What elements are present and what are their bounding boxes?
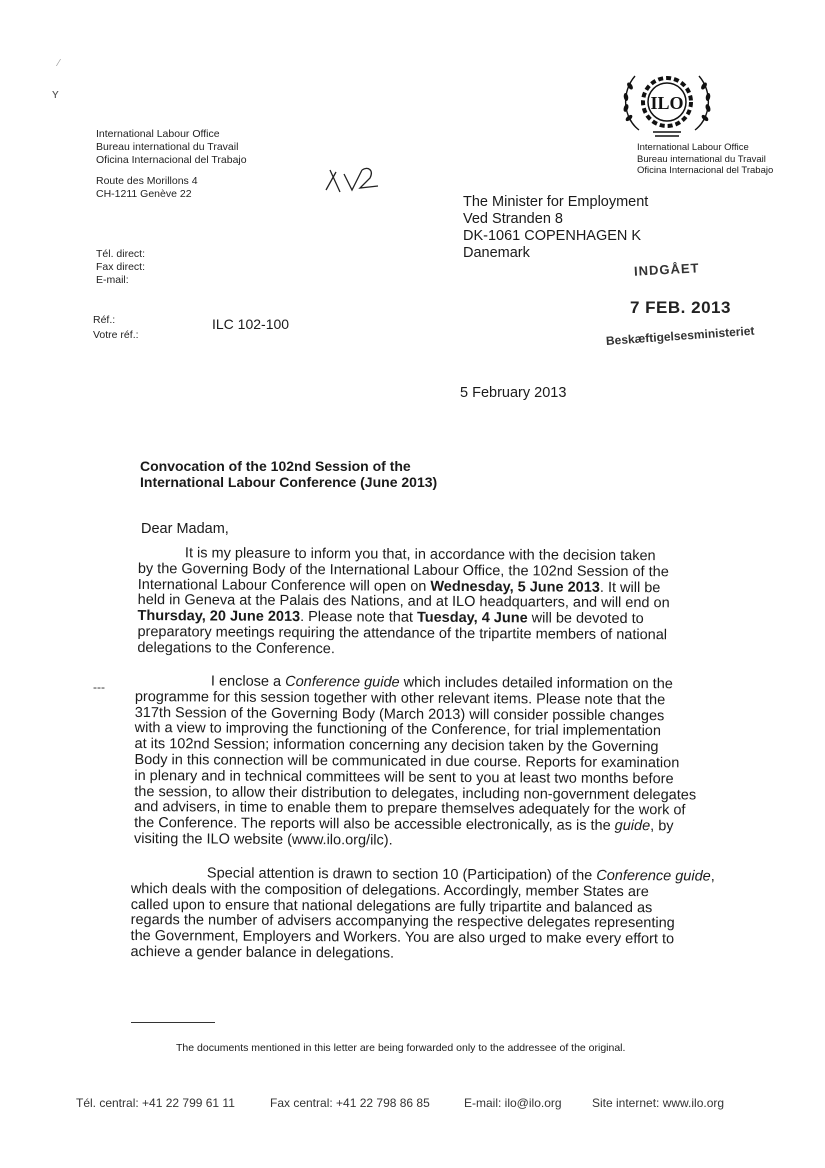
footer-fax: Fax central: +41 22 798 86 85 (270, 1096, 430, 1110)
sender-address-line: Route des Morillons 4 (96, 175, 198, 187)
recipient-line: Ved Stranden 8 (463, 211, 563, 227)
paragraph-line: delegations to the Conference. (137, 639, 335, 657)
received-stamp-date: 7 FEB. 2013 (630, 298, 731, 317)
ref-label: Réf.: (93, 314, 116, 326)
paragraph-line: in plenary and in technical committees will be sent to you at least two months before (134, 767, 674, 788)
paragraph-line: 317th Session of the Governing Body (March 2013) will consider possible changes (134, 704, 665, 724)
paragraph-line: Thursday, 20 June 2013. Please note that Tuesday, 4 June will be devoted to (137, 608, 644, 628)
received-stamp: INDGÅET (633, 260, 700, 279)
paragraph-line: achieve a gender balance in delegations. (130, 943, 395, 962)
sender-address-line: CH-1211 Genève 22 (96, 188, 192, 200)
sender-organization (96, 128, 247, 167)
paragraph-3 (130, 865, 715, 964)
recipient-line: Danemark (463, 245, 530, 261)
paragraph-line: which deals with the composition of delegations. Accordingly, member States are (130, 880, 649, 900)
direct-fax-label: Fax direct: (96, 261, 146, 273)
sender-address (96, 175, 198, 201)
scan-mark: ⁄ (58, 58, 60, 69)
paragraph-line: programme for this session together with other relevant items. Please note that the (134, 688, 666, 709)
logo-caption-line: International Labour Office (637, 142, 749, 153)
paragraph-line: International Labour Conference will open on Wednesday, 5 June 2013. It will be (137, 576, 661, 596)
footer-email: E-mail: ilo@ilo.org (464, 1096, 562, 1110)
sender-org-line: International Labour Office (96, 128, 220, 140)
email-label: E-mail: (96, 274, 129, 286)
received-stamp-ministry: Beskæftigelsesministeriet (605, 323, 755, 348)
paragraph-line: Special attention is drawn to section 10 (Participation) of the Conference guide, (206, 865, 715, 885)
reference-labels (93, 314, 139, 342)
footer-website: Site internet: www.ilo.org (592, 1096, 725, 1110)
paragraph-line: at its 102nd Session; information concerning any decision taken by the Governing (134, 736, 659, 756)
recipient-line: DK-1061 COPENHAGEN K (463, 228, 642, 244)
footer-tel: Tél. central: +41 22 799 61 11 (76, 1096, 235, 1110)
paragraph-line: by the Governing Body of the International Labour Office, the 102nd Session of the (137, 560, 669, 581)
letter-date: 5 February 2013 (460, 385, 567, 401)
scan-mark: ʏ (52, 86, 59, 101)
sender-org-line: Bureau international du Travail (96, 141, 239, 153)
subject-line: International Labour Conference (June 2013) (140, 474, 438, 490)
paragraph-line: called upon to ensure that national delegations are fully tripartite and balanced as (130, 896, 653, 916)
logo-caption-line: Bureau international du Travail (637, 153, 766, 165)
footnote: The documents mentioned in this letter are being forwarded only to the addressee of the original. (176, 1042, 626, 1054)
paragraph-line: held in Geneva at the Palais des Nations, and at ILO headquarters, and will end on (137, 592, 670, 612)
paragraph-2 (134, 674, 695, 851)
paragraph-line: Body in this connection will be communicated in due course. Reports for examination (134, 751, 680, 772)
logo-caption-line: Oficina Internacional del Trabajo (637, 165, 774, 176)
paragraph-1 (137, 546, 678, 660)
paragraph-line: the Conference. The reports will also be accessible electronically, as is the guide, by (134, 815, 674, 835)
direct-tel-label: Tél. direct: (96, 248, 146, 260)
paragraph-line: the Government, Employers and Workers. You are also urged to make every effort to (130, 928, 675, 948)
logo-caption (637, 142, 773, 177)
ilo-logo-icon (617, 66, 717, 140)
paragraph-line: preparatory meetings requiring the attendance of the tripartite members of national (137, 623, 668, 644)
paragraph-line: visiting the ILO website (www.ilo.org/ilc). (133, 830, 393, 849)
paragraph-line: regards the number of advisers accompanying the respective delegates representing (130, 912, 675, 932)
sender-org-line: Oficina Internacional del Trabajo (96, 154, 247, 166)
salutation: Dear Madam, (141, 521, 229, 537)
letter-subject (140, 458, 437, 490)
paragraph-line: I enclose a Conference guide which includes detailed information on the (210, 673, 673, 693)
ref-value: ILC 102-100 (212, 316, 290, 332)
subject-line: Convocation of the 102nd Session of the (140, 458, 411, 474)
recipient-address (463, 194, 648, 262)
paragraph-line: with a view to improving the functioning of the Conference, for trial implementation (134, 720, 662, 740)
fold-mark: --- (93, 680, 105, 694)
paragraph-line: the session, to allow their distribution to delegates, including non-government delegates (134, 783, 697, 804)
footnote-divider (131, 1022, 215, 1023)
contact-labels (96, 248, 145, 287)
your-ref-label: Votre réf.: (93, 329, 139, 341)
recipient-line: The Minister for Employment (463, 194, 649, 210)
logo-text: ILO (650, 93, 684, 113)
paragraph-line: It is my pleasure to inform you that, in accordance with the decision taken (184, 545, 656, 565)
handwritten-annotation (322, 160, 382, 200)
paragraph-line: and advisers, in time to enable them to prepare themselves adequately for the work of (134, 799, 686, 819)
